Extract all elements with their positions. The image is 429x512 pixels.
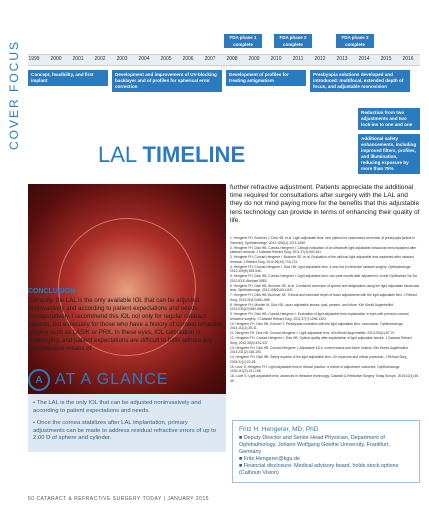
phase-2-label: FDA phase 2 complete bbox=[274, 34, 312, 48]
year-tick: 2007 bbox=[204, 56, 216, 62]
year-tick: 2009 bbox=[248, 56, 260, 62]
reference: 1. Hengerer FH, Buchner J, Dick HB, et al. Light adjustable lens: new options for customized correction of presbyopia [article in German]. Ophthalmologe. 2012;109(11):1074-1080. bbox=[230, 236, 416, 245]
conclusion-section bbox=[28, 288, 226, 353]
reference: 5. Hengerer FH, Dick HB, Conrad-Hengerer I. Light adjustable lens: one-year results after adjustment. Invest Ophthalmol Vis Sci. 2012;53:E-Abstract 5583. bbox=[230, 274, 418, 283]
year-tick: 2005 bbox=[160, 56, 172, 62]
right-column bbox=[230, 184, 420, 225]
year-axis bbox=[28, 54, 420, 66]
glance-box bbox=[28, 394, 226, 452]
timeline-event-3: Development of profiles for treating astigmatism bbox=[226, 70, 306, 86]
conclusion-heading: CONCLUSION bbox=[28, 288, 76, 295]
glance-title: AT A GLANCE bbox=[55, 371, 169, 388]
author-email[interactable]: ■ Fritz.Hengerer@kgu.de bbox=[239, 456, 300, 462]
phase-3-label: FDA phase 3 complete bbox=[336, 34, 374, 48]
year-tick: 2011 bbox=[292, 56, 304, 62]
conclusion-text: Currently, the LAL is the only available IOL that can be adjusted noninvasively and according to patient expectations and needs postoperatively. I recommend this IOL not only for regular cataract patients, but especially for those who have a history of corneal refractive surgery such as LASIK or PRK. In these eyes, IOL calculation is challenging, and patient expectations are difficult to fulfill without any postoperative means of bbox=[28, 297, 223, 352]
reference: 8. Hengerer FH, Mueller M, Dick HB. Laser adjustable lenses: past, present, and future. Klin Monbl Augenheilkd. 2013;230(10):982-988. bbox=[230, 302, 394, 311]
reference: 6. Hengerer FH, Dick HB, Buchner SE, et al. Combined correction of sphere and astigmatism using the light adjustable intraocular lens. Ophthalmologe. 2011;108(9):841-847. bbox=[230, 283, 420, 292]
timeline-event-5: Reduction from two adjustments and two lock-ins to one and one bbox=[358, 108, 420, 130]
reference: 9. Hengerer FH, Dick HB, Conrad-Hengerer I. Evaluation of light adjustable lens implantation in eyes with previous corneal refractive surgery. J Cataract Refract Surg. 2011;37(7):1296-1303. bbox=[230, 312, 409, 321]
reference: 13. Hengerer FH, Dick HB, Conrad-Hengerer I. Adjustable IOLs: current status and future outlook. Klin Monbl Augenheilkd. 2014;231(2):146-150. bbox=[230, 345, 409, 354]
year-tick: 2013 bbox=[336, 56, 348, 62]
references bbox=[230, 236, 420, 384]
year-tick: 2004 bbox=[138, 56, 150, 62]
year-tick: 2003 bbox=[116, 56, 128, 62]
reference: 15. Lenz S, Hengerer FH. Light adjustable lens in clinical practice: a review of adjustment outcomes. Ophthalmologe. 2015;112(2):101-108. bbox=[230, 364, 401, 373]
timeline-event-2: Development and improvement of UV-blocking backlayer and of profiles for spherical error correction bbox=[112, 70, 222, 92]
year-tick: 2000 bbox=[50, 56, 62, 62]
timeline-event-1: Concept, feasibility, and first implant bbox=[28, 70, 108, 86]
author-box bbox=[232, 420, 420, 483]
year-tick: 2010 bbox=[270, 56, 282, 62]
phase-1-label: FDA phase 1 complete bbox=[224, 34, 262, 48]
year-tick: 2016 bbox=[402, 56, 414, 62]
reference: 12. Hengerer FH, Conrad-Hengerer I, Dick HB. Optical quality after implantation of light adjustable lenses. J Cataract Refract Surg. 2012;38(3):431-437. bbox=[230, 336, 412, 345]
glance-bullet-2: • Once the cornea stabilizes after LAL implantation, primary adjustments can be made to address residual refractive errors of up to 2.00 D of sphere and cylinder. bbox=[33, 420, 217, 441]
year-tick: 2008 bbox=[226, 56, 238, 62]
year-tick: 1999 bbox=[28, 56, 40, 62]
reference: 16. Lowe S. Light adjustable lens: advances in refractive technology. Cataract & Refractive Surgery Today Europe. 2015;10(1):45-49. bbox=[230, 374, 420, 383]
year-tick: 2015 bbox=[380, 56, 392, 62]
reference: 4. Hengerer FH, Conrad-Hengerer I, Dick HB. Light adjustable lens, a new era in refractive cataract surgery. Ophthalmologe. 2012;109(6):539-546. bbox=[230, 264, 412, 273]
timeline-title: LAL TIMELINE bbox=[98, 142, 246, 167]
year-tick: 2006 bbox=[182, 56, 194, 62]
author-affiliation: ■ Deputy Director and Senior Head Physician, Department of Ophthalmology, Johann Wolfgang Goethe University, Frankfurt, Germany bbox=[239, 435, 390, 455]
reference: 10. Hengerer FH, Dick HB, Kohnen T. Presbyopia correction with the light adjustable lens: monovision. Ophthalmologe. 2014;111(1):35-41. bbox=[230, 321, 404, 330]
glance-bullet-1: • The LAL is the only IOL that can be adjusted noninvasively and according to patient expectations and needs. bbox=[33, 400, 201, 414]
glance-header bbox=[28, 368, 226, 392]
author-disclosure: ■ Financial disclosure: Medical advisory board, holds stock options (Calhoun Vision) bbox=[239, 463, 399, 476]
at-a-glance-icon: A bbox=[28, 369, 50, 391]
reference: 11. Hengerer FH, Dick HB, Conrad-Hengerer I. Light adjustable lens. Klin Monbl Augenheilkd. 2013;230(1):67-70. bbox=[230, 331, 396, 335]
author-name: Fritz H. Hengerer, MD, PhD bbox=[239, 426, 319, 433]
lead-paragraph: further refractive adjustment. Patients appreciate the additional time required for consultations after surgery with the LAL and they do not mind paying more for the benefits that this adjustable lens technology can provide in terms of enhancing their quality of life. bbox=[230, 184, 420, 224]
page-footer: 50 CATARACT & REFRACTIVE SURGERY TODAY | JANUARY 2015 bbox=[28, 496, 209, 502]
year-tick: 2002 bbox=[94, 56, 106, 62]
year-tick: 2014 bbox=[358, 56, 370, 62]
year-tick: 2001 bbox=[72, 56, 84, 62]
reference: 14. Hengerer FH, Dick HB. Safety aspects of the light adjustable lens: UV exposure and retinal protection. J Refract Surg. 2015;31(1):22-28. bbox=[230, 355, 408, 364]
reference: 2. Hengerer FH, Dick HB, Conrad-Hengerer I. Clinical evaluation of an ultraviolet light adjustable intraocular lens implanted after cataract removal. J Cataract Refract Surg. 2011;37(4):600-611. bbox=[230, 245, 417, 254]
reference: 7. Hengerer FH, Dick HB, Buchner SE. Trifocal and extended depth of focus adjustments with the light-adjustable lens. J Refract Surg. 2014;30(10):681-685. bbox=[230, 293, 417, 302]
timeline-event-4: Presbyopia solutions developed and introduced: multifocal, extended depth of focus, and adjustable monovision bbox=[310, 70, 410, 92]
timeline-event-6: Additional safety enhancements, including improved filters, profiles, and illumination, reducing exposure by more than 75% bbox=[358, 134, 420, 174]
section-label: COVER FOCUS bbox=[7, 39, 22, 151]
reference: 3. Hengerer FH, Conrad-Hengerer I, Buchner SE, et al. Evaluation of the calhoun light adjustable lens implanted after cataract removal. J Refract Surg. 2010;26(10):716-721. bbox=[230, 255, 414, 264]
year-tick: 2012 bbox=[314, 56, 326, 62]
timeline bbox=[28, 30, 420, 180]
